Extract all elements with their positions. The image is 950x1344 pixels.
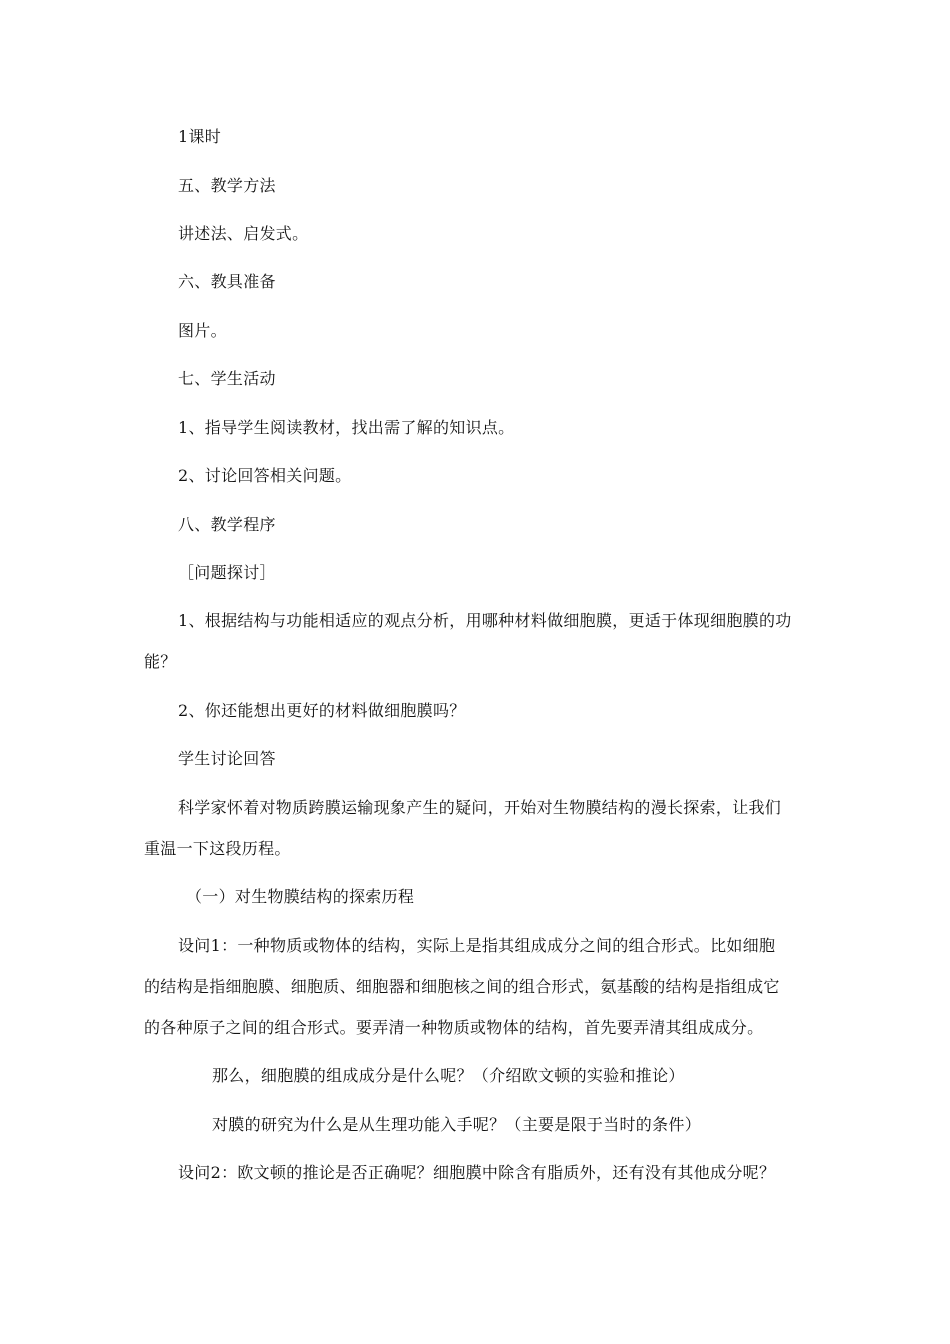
text-line-class-hours: 1课时	[178, 127, 222, 146]
text-line-question-set-1-cont-a: 的结构是指细胞膜、细胞质、细胞器和细胞核之间的组合形式，氨基酸的结构是指组成它	[144, 977, 780, 996]
heading-teaching-method: 五、教学方法	[178, 176, 276, 195]
text-line-method: 讲述法、启发式。	[178, 224, 309, 243]
text-line-scientists-cont: 重温一下这段历程。	[144, 839, 291, 858]
text-line-activity-1: 1、指导学生阅读教材，找出需了解的知识点。	[178, 418, 515, 437]
text-line-question-set-1-cont-b: 的各种原子之间的组合形式。要弄清一种物质或物体的结构，首先要弄清其组成成分。	[144, 1018, 764, 1037]
heading-teaching-aids: 六、教具准备	[178, 272, 276, 291]
heading-teaching-procedure: 八、教学程序	[178, 515, 276, 534]
text-line-question-2: 2、你还能想出更好的材料做细胞膜吗？	[178, 701, 466, 720]
text-line-question-set-2: 设问2：欧文顿的推论是否正确呢？细胞膜中除含有脂质外，还有没有其他成分呢？	[178, 1163, 776, 1182]
heading-exploration-history: （一）对生物膜结构的探索历程	[186, 887, 415, 906]
text-line-student-discussion: 学生讨论回答	[178, 749, 276, 768]
text-line-activity-2: 2、讨论回答相关问题。	[178, 466, 352, 485]
text-line-question-1: 1、根据结构与功能相适应的观点分析，用哪种材料做细胞膜，更适于体现细胞膜的功	[178, 611, 792, 630]
text-line-aids: 图片。	[178, 321, 227, 340]
heading-problem-discussion: ［问题探讨］	[178, 563, 276, 582]
heading-student-activities: 七、学生活动	[178, 369, 276, 388]
text-line-question-1-cont: 能？	[144, 652, 177, 671]
text-line-membrane-components: 那么，细胞膜的组成成分是什么呢？（介绍欧文顿的实验和推论）	[212, 1066, 685, 1085]
text-line-scientists: 科学家怀着对物质跨膜运输现象产生的疑问，开始对生物膜结构的漫长探索，让我们	[178, 798, 782, 817]
text-line-membrane-research: 对膜的研究为什么是从生理功能入手呢？（主要是限于当时的条件）	[212, 1115, 702, 1134]
text-line-question-set-1: 设问1：一种物质或物体的结构，实际上是指其组成成分之间的组合形式。比如细胞	[178, 936, 776, 955]
